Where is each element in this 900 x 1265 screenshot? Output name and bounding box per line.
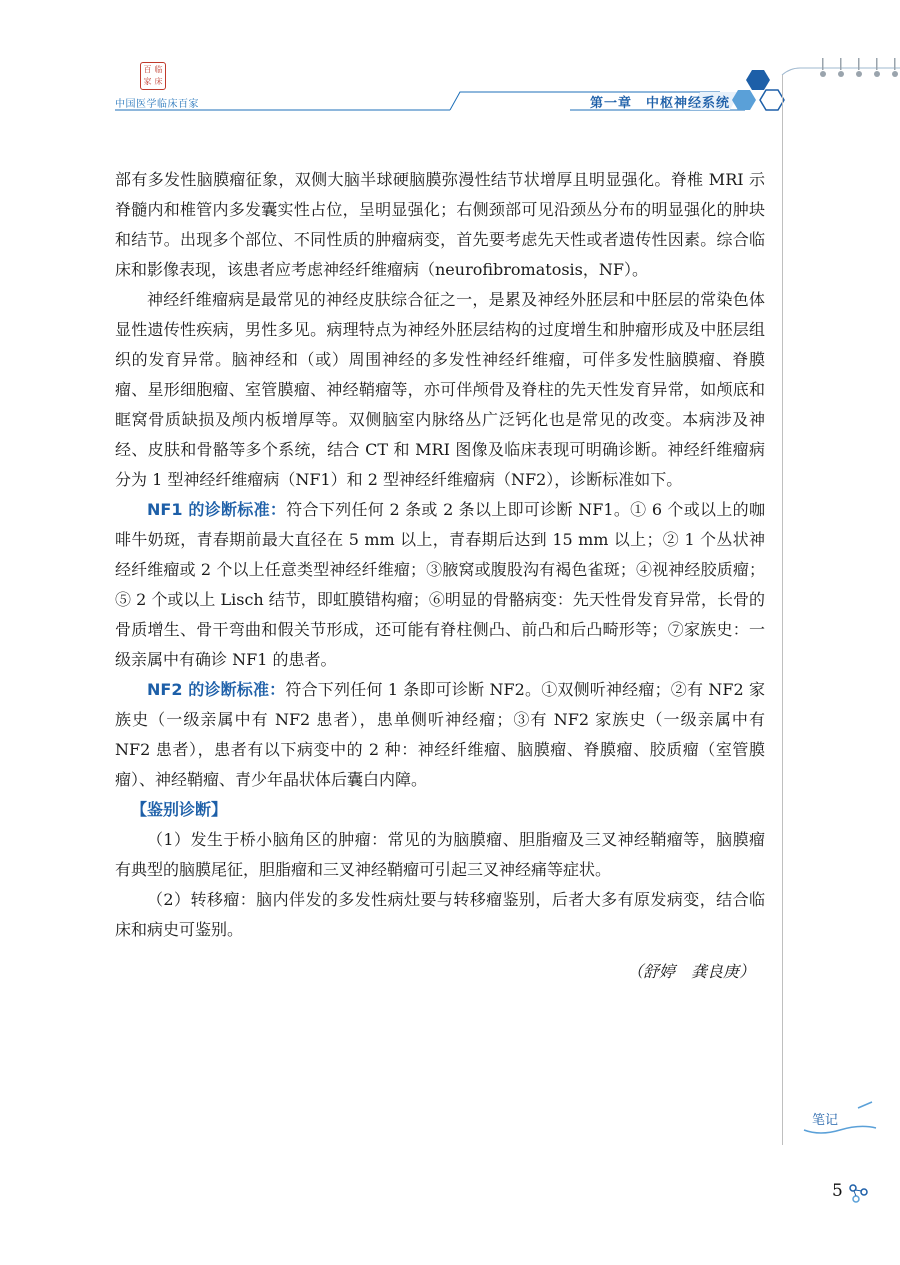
nf1-label: NF1 的诊断标准： <box>147 500 287 519</box>
pen-icon <box>858 1102 872 1108</box>
notes-label: 笔记 <box>812 1113 839 1128</box>
paragraph-nf2-criteria: NF2 的诊断标准：符合下列任何 1 条即可诊断 NF2。①双侧听神经瘤；②有 NF2 家族史（一级亲属中有 NF2 患者），患单侧听神经瘤；③有 NF2 家族史（一级亲属中有 NF2 患者），患者有以下病变中的 2 种：神经纤维瘤、脑膜瘤、脊膜瘤、胶质瘤（室管膜瘤）、神经鞘瘤、青少年晶状体后囊白内障。 <box>115 680 765 789</box>
chapter-title: 第一章 中枢神经系统 <box>590 96 731 111</box>
authors: （舒婷 龚良庚） <box>626 962 755 981</box>
series-brand: 中国医学临床百家 <box>115 99 199 110</box>
page-number: 5 <box>832 1181 843 1201</box>
nf2-label: NF2 的诊断标准： <box>147 680 286 699</box>
publisher-logo: 百 临 家 床 <box>140 62 166 90</box>
paragraph-nf1-criteria: NF1 的诊断标准：符合下列任何 2 条或 2 条以上即可诊断 NF1。① 6 个或以上的咖啡牛奶斑，青春期前最大直径在 5 mm 以上，青春期后达到 15 mm 以上；② 1 个丛状神经纤维瘤或 2 个以上任意类型神经纤维瘤；③腋窝或腹股沟有褐色雀斑；④视神经胶质瘤；⑤ 2 个或以上 Lisch 结节，即虹膜错构瘤；⑥明显的骨骼病变：先天性骨发育异常，长骨的骨质增生、骨干弯曲和假关节形成，还可能有脊柱侧凸、前凸和后凸畸形等；⑦家族史：一级亲属中有确诊 NF1 的患者。 <box>115 500 765 669</box>
paragraph: 神经纤维瘤病是最常见的神经皮肤综合征之一，是累及神经外胚层和中胚层的常染色体显性遗传性疾病，男性多见。病理特点为神经外胚层结构的过度增生和肿瘤形成及中胚层组织的发育异常。脑神经和（或）周围神经的多发性神经纤维瘤，可伴多发性脑膜瘤、脊膜瘤、星形细胞瘤、室管膜瘤、神经鞘瘤等，亦可伴颅骨及脊柱的先天性发育异常，如颅底和眶窝骨质缺损及颅内板增厚等。双侧脑室内脉络丛广泛钙化也是常见的改变。本病涉及神经、皮肤和骨骼等多个系统，结合 CT 和 MRI 图像及临床表现可明确诊断。神经纤维瘤病分为 1 型神经纤维瘤病（NF1）和 2 型神经纤维瘤病（NF2），诊断标准如下。 <box>115 290 765 489</box>
differential-item: （1）发生于桥小脑角区的肿瘤：常见的为脑膜瘤、胆脂瘤及三叉神经鞘瘤等，脑膜瘤有典型的脑膜尾征，胆脂瘤和三叉神经鞘瘤可引起三叉神经痛等症状。 <box>115 830 765 879</box>
hexagon-icon <box>732 70 784 110</box>
paragraph: 部有多发性脑膜瘤征象，双侧大脑半球硬脑膜弥漫性结节状增厚且明显强化。脊椎 MRI 示脊髓内和椎管内多发囊实性占位，呈明显强化；右侧颈部可见沿颈丛分布的明显强化的肿块和结节。出现多个部位、不同性质的肿瘤病变，首先要考虑先天性或者遗传性因素。综合临床和影像表现，该患者应考虑神经纤维瘤病（neurofibromatosis，NF）。 <box>115 170 765 279</box>
differential-item: （2）转移瘤：脑内伴发的多发性病灶要与转移瘤鉴别，后者大多有原发病变，结合临床和病史可鉴别。 <box>115 890 765 939</box>
notes-margin-divider <box>782 75 783 1145</box>
header-decoration <box>0 0 900 140</box>
notes-badge <box>800 1100 880 1140</box>
section-heading: 【鉴别诊断】 <box>131 800 228 819</box>
molecule-icon <box>848 1182 872 1204</box>
page-body <box>115 165 765 987</box>
